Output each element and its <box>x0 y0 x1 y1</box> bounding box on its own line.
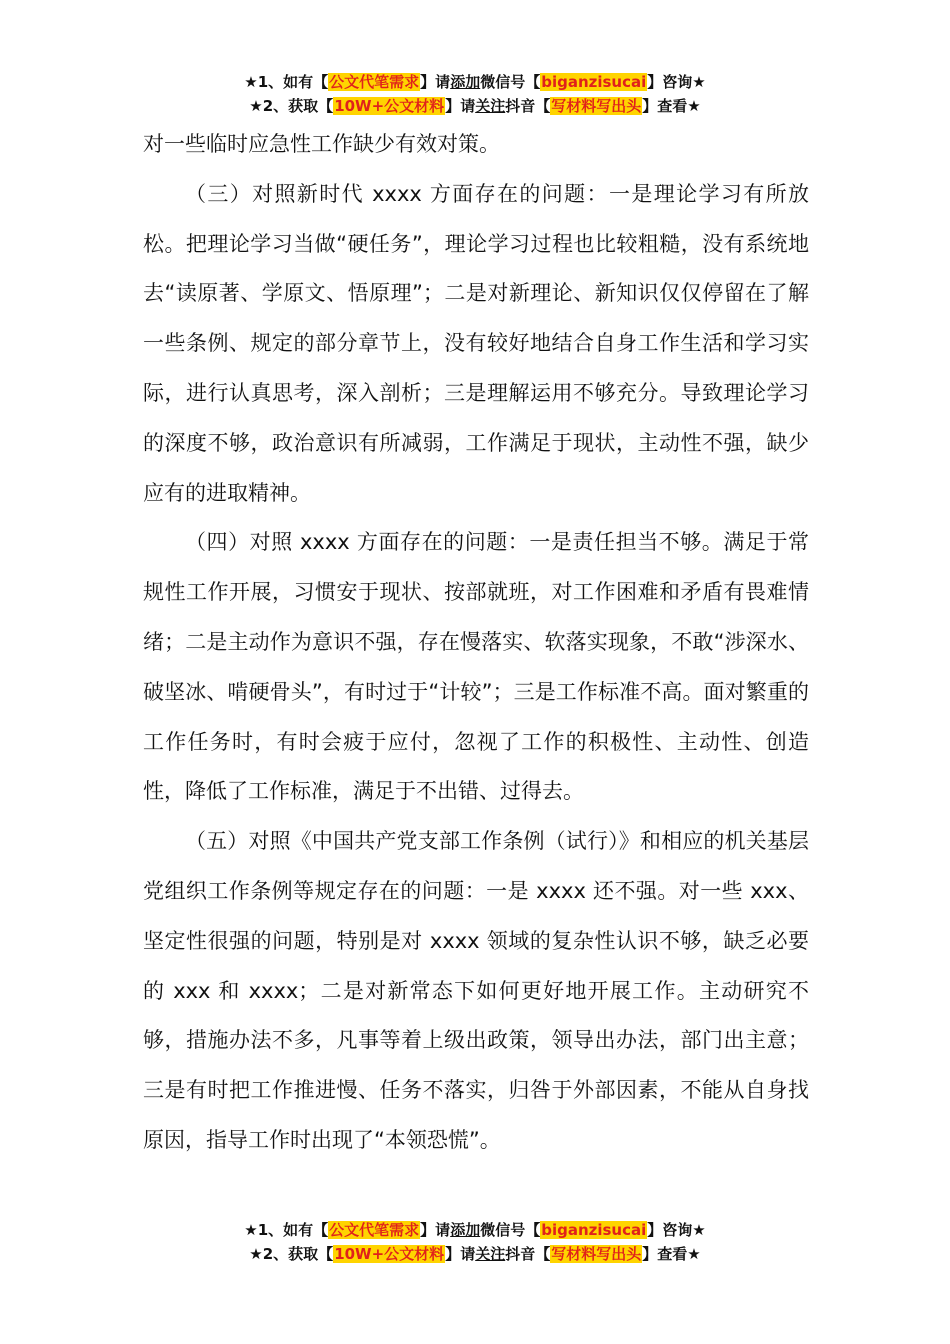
banner-text: 】请 <box>420 73 451 91</box>
banner-line-1 <box>0 1218 950 1242</box>
banner-text: ★1、如有【 <box>244 73 329 91</box>
banner-text: ★2、获取【 <box>249 1245 334 1263</box>
paragraph-section-5: （五）对照《中国共产党支部工作条例（试行）》和相应的机关基层党组织工作条例等规定存在的问题：一是 xxxx 还不强。对一些 xxx、坚定性很强的问题，特别是对 xxxx 领域的复杂性认识不够，缺乏必要的 xxx 和 xxxx；二是对新常态下如何更好地开展工作。主动研究不够，措施办法不多，凡事等着上级出政策，领导出办法，部门出主意；三是有时把工作推进慢、任务不落实，归咎于外部因素，不能从自身找原因，指导工作时出现了“本领恐慌”。 <box>143 829 809 1152</box>
banner-text: 】查看★ <box>642 1245 701 1263</box>
banner-text: ★1、如有【 <box>244 1221 329 1239</box>
banner-text: 抖音【 <box>505 1245 551 1263</box>
banner-highlight: biganzisucai <box>541 73 647 91</box>
banner-underlined: 关注 <box>475 1245 506 1263</box>
document-body <box>143 120 809 1166</box>
banner-underlined: 关注 <box>475 97 506 115</box>
paragraph-continuation: 对一些临时应急性工作缺少有效对策。 <box>143 132 500 156</box>
banner-text: 抖音【 <box>505 97 551 115</box>
banner-line-2 <box>0 94 950 118</box>
banner-text: 微信号【 <box>480 73 541 91</box>
footer-banner <box>0 1218 950 1266</box>
banner-text: 微信号【 <box>480 1221 541 1239</box>
banner-text: 】查看★ <box>642 97 701 115</box>
banner-highlight: 公文代笔需求 <box>329 1221 420 1239</box>
banner-highlight: 10W+公文材料 <box>334 1245 445 1263</box>
banner-line-2 <box>0 1242 950 1266</box>
banner-highlight: 写材料写出头 <box>551 1245 642 1263</box>
banner-text: 】请 <box>420 1221 451 1239</box>
banner-highlight: 公文代笔需求 <box>329 73 420 91</box>
header-banner <box>0 70 950 118</box>
banner-highlight: biganzisucai <box>541 1221 647 1239</box>
banner-text: 】请 <box>445 1245 476 1263</box>
banner-text: 】咨询★ <box>647 73 706 91</box>
banner-text: ★2、获取【 <box>249 97 334 115</box>
banner-highlight: 10W+公文材料 <box>334 97 445 115</box>
banner-underlined: 添加 <box>450 73 481 91</box>
paragraph-section-3: （三）对照新时代 xxxx 方面存在的问题：一是理论学习有所放松。把理论学习当做“硬任务”，理论学习过程也比较粗糙，没有系统地去“读原著、学原文、悟原理”；二是对新理论、新知识仅仅停留在了解一些条例、规定的部分章节上，没有较好地结合自身工作生活和学习实际，进行认真思考，深入剖析；三是理解运用不够充分。导致理论学习的深度不够，政治意识有所减弱，工作满足于现状，主动性不强，缺少应有的进取精神。 <box>143 181 809 505</box>
banner-text: 】咨询★ <box>647 1221 706 1239</box>
banner-highlight: 写材料写出头 <box>551 97 642 115</box>
banner-underlined: 添加 <box>450 1221 481 1239</box>
banner-line-1 <box>0 70 950 94</box>
paragraph-section-4: （四）对照 xxxx 方面存在的问题：一是责任担当不够。满足于常规性工作开展，习惯安于现状、按部就班，对工作困难和矛盾有畏难情绪；二是主动作为意识不强，存在慢落实、软落实现象，不敢“涉深水、破坚冰、啃硬骨头”，有时过于“计较”；三是工作标准不高。面对繁重的工作任务时，有时会疲于应付，忽视了工作的积极性、主动性、创造性，降低了工作标准，满足于不出错、过得去。 <box>143 530 809 804</box>
banner-text: 】请 <box>445 97 476 115</box>
